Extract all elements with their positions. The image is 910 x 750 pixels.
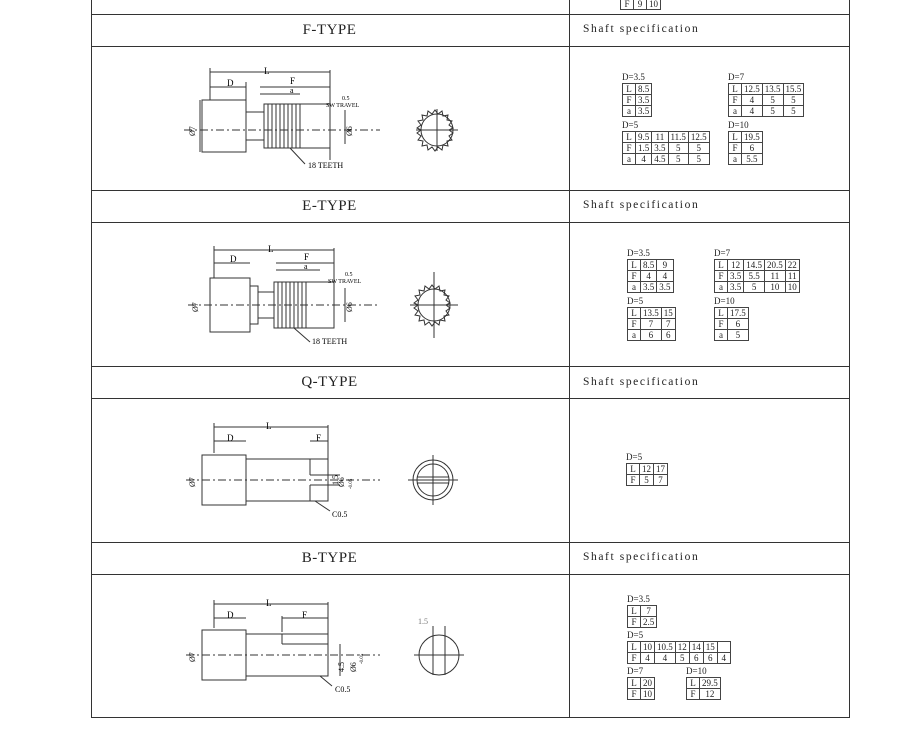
spec-e-d3-5 [627,248,674,293]
spec-cell: 20.5 [765,260,786,271]
spec-cell: L [627,464,640,475]
dim-L-label: L [266,421,272,431]
spec-cell: 12.5 [688,132,709,143]
spec-cell: L [715,260,728,271]
spec-cell: 3.5 [728,271,744,282]
spec-f-d7 [728,72,804,117]
flat-label: 4.5 [337,662,346,672]
section-title-e-type: E-TYPE [302,198,357,214]
spec-cell: a [628,330,641,341]
top-dim-label: 1.5 [418,617,428,626]
spec-cell: 5 [668,154,688,165]
spec-cell: F [687,689,700,700]
spec-cell: 7 [654,475,668,486]
spec-group-label: D=7 [728,72,745,82]
spec-cell: L [623,132,636,143]
spec-cell: 5 [668,143,688,154]
spec-cell: F [627,475,640,486]
dim-F-label: F [290,76,296,86]
spec-cell: 12 [728,260,744,271]
spec-cell: a [623,106,636,117]
spec-cell: 5.5 [744,271,765,282]
spec-cell: 13.5 [641,308,662,319]
row-divider [91,190,850,191]
row-divider [91,366,850,367]
chamfer-label: C0.5 [335,685,351,694]
spec-cell: L [628,642,641,653]
spec-cell: F [715,319,728,330]
spec-e-d5 [627,296,676,341]
spec-cell: a [715,330,728,341]
spec-group-label: D=10 [686,666,707,676]
row-divider [91,14,850,15]
b-type-drawing [180,592,480,702]
spec-cell: 10 [765,282,786,293]
spec-cell: 11 [652,132,668,143]
spec-group-label: D=3.5 [627,594,650,604]
spec-cell: 17 [654,464,668,475]
spec-f-d3-5 [622,72,652,117]
dim-L-label: L [268,244,274,254]
spec-cell: 4 [655,653,676,664]
spec-cell: 6 [728,319,749,330]
spec-cell: 3.5 [652,143,668,154]
row-divider [91,574,850,575]
spec-cell: 10 [641,689,655,700]
spec-b-d10 [686,666,721,700]
spec-cell: L [687,678,700,689]
spec-cell: 5.5 [742,154,763,165]
dia7-label: Ø7 [191,302,200,312]
spec-group-label: D=10 [714,296,735,306]
dia6-label: Ø6 [349,662,358,672]
spec-cell: 29.5 [700,678,721,689]
spec-cell: 10.5 [655,642,676,653]
spec-group-label: D=5 [627,296,644,306]
section-title-b-type: B-TYPE [301,550,358,566]
spec-cell: 15 [703,642,717,653]
spec-group-label: D=3.5 [627,248,650,258]
spec-cell: 12 [640,464,654,475]
travel-label: SW TRAVEL [326,103,360,109]
spec-q-d5 [626,452,668,486]
spec-cell: 5 [640,475,654,486]
spec-group-label: D=3.5 [622,72,645,82]
dim-L-label: L [264,66,270,76]
spec-cell: 4 [657,271,673,282]
spec-cell: F [729,95,742,106]
fragment-cell: 10 [647,0,661,10]
spec-cell: L [628,678,641,689]
spec-b-d7 [627,666,655,700]
spec-cell: 14.5 [744,260,765,271]
spec-cell: 6 [689,653,703,664]
spec-cell: 5 [762,95,783,106]
spec-cell: L [729,132,742,143]
section-title-f-type: F-TYPE [302,22,357,38]
spec-b-d3-5 [627,594,657,628]
spec-cell: 14 [689,642,703,653]
row-divider [91,222,850,223]
spec-e-d10 [714,296,749,341]
tolerance-label: -0.05 [360,653,365,664]
spec-e-d7 [714,248,800,293]
spec-cell: 3.5 [641,282,657,293]
dim-D-label: D [227,610,234,620]
spec-cell: 11 [785,271,799,282]
spec-heading: Shaft specification [583,376,700,388]
spec-cell: 5 [675,653,689,664]
spec-cell: 15 [661,308,675,319]
spec-cell: 7 [661,319,675,330]
spec-cell: 5 [762,106,783,117]
spec-cell: 6 [742,143,763,154]
dim-D-label: D [227,433,234,443]
spec-cell: 7 [641,606,657,617]
spec-cell: L [628,606,641,617]
spec-cell: 5 [783,95,804,106]
spec-cell: 5 [744,282,765,293]
spec-cell: L [623,84,636,95]
spec-cell: 11 [765,271,786,282]
spec-cell: F [628,319,641,330]
spec-cell: 22 [785,260,799,271]
spec-cell: 7 [641,319,662,330]
spec-cell: F [715,271,728,282]
spec-cell: 9 [657,260,673,271]
spec-cell: 12 [700,689,721,700]
spec-cell: L [715,308,728,319]
spec-cell: 12.5 [742,84,763,95]
spec-cell: 10 [785,282,799,293]
spec-cell: 4 [742,95,763,106]
teeth-label: 18 TEETH [312,337,348,346]
spec-cell: 19.5 [742,132,763,143]
spec-cell: 4.5 [652,154,668,165]
previous-spec-fragment [620,0,661,10]
spec-cell: 5 [783,106,804,117]
dia6-label: Ø6 [337,477,346,487]
spec-cell: a [729,106,742,117]
spec-cell: 15.5 [783,84,804,95]
spec-cell: 8.5 [636,84,652,95]
spec-cell: 6 [641,330,662,341]
spec-cell: F [729,143,742,154]
row-divider [91,46,850,47]
spec-group-label: D=5 [622,120,639,130]
spec-cell: F [623,143,636,154]
spec-b-d5 [627,630,731,664]
spec-cell: 11.5 [668,132,688,143]
spec-cell: F [628,653,641,664]
spec-cell: 4 [742,106,763,117]
spec-cell: F [628,617,641,628]
spec-cell: 5 [688,154,709,165]
spec-cell: 17.5 [728,308,749,319]
spec-cell: 5 [688,143,709,154]
fragment-cell: 9 [634,0,647,10]
teeth-label: 18 TEETH [308,161,344,170]
spec-heading: Shaft specification [583,551,700,563]
section-title-q-type: Q-TYPE [301,374,358,390]
spec-heading: Shaft specification [583,23,700,35]
spec-cell: a [628,282,641,293]
spec-cell: 3.5 [728,282,744,293]
spec-cell: a [623,154,636,165]
travel-label: SW TRAVEL [328,279,362,285]
dim-D-label: D [230,254,237,264]
spec-cell: a [715,282,728,293]
spec-cell: F [628,689,641,700]
spec-cell: 9.5 [636,132,652,143]
e-type-drawing [180,238,480,358]
spec-heading: Shaft specification [583,199,700,211]
fragment-cell: F [621,0,634,10]
spec-group-label: D=10 [728,120,749,130]
spec-cell: 3.5 [636,106,652,117]
spec-cell: a [729,154,742,165]
spec-cell: 10 [641,642,655,653]
dia7-label: Ø7 [188,126,197,136]
spec-cell: 2.5 [641,617,657,628]
spec-cell: 4 [641,653,655,664]
dim-F-label: F [302,610,308,620]
dim-F-label: F [316,433,322,443]
spec-cell: 12 [675,642,689,653]
chamfer-label: C0.5 [332,510,348,519]
spec-cell: 13.5 [762,84,783,95]
dia6-label: Ø6 [345,126,354,136]
travel-value: 0.5 [342,96,350,102]
dia7-label: Ø7 [188,652,197,662]
spec-f-d10 [728,120,763,165]
spec-cell: 6 [703,653,717,664]
dim-a-label: a [290,86,294,95]
travel-value: 0.5 [345,272,353,278]
spec-cell: L [729,84,742,95]
dim-F-label: F [304,252,310,262]
spec-cell: 3.5 [657,282,673,293]
tolerance-label: -0.05 [349,478,354,489]
spec-cell: F [623,95,636,106]
dim-L-label: L [266,598,272,608]
spec-cell: L [628,308,641,319]
spec-cell: 3.5 [636,95,652,106]
spec-cell: F [628,271,641,282]
spec-cell: 8.5 [641,260,657,271]
q-type-drawing [180,415,480,530]
spec-group-label: D=7 [714,248,731,258]
spec-group-label: D=5 [627,630,644,640]
spec-cell: 4 [641,271,657,282]
spec-cell: 20 [641,678,655,689]
slot-label: 1.5 [331,475,340,485]
spec-cell: 6 [661,330,675,341]
spec-group-label: D=5 [626,452,643,462]
spec-cell: 1.5 [636,143,652,154]
f-type-drawing [180,60,480,180]
spec-group-label: D=7 [627,666,644,676]
dim-D-label: D [227,78,234,88]
dia7-label: Ø7 [188,477,197,487]
row-divider [91,542,850,543]
spec-cell: 4 [717,653,730,664]
spec-f-d5 [622,120,710,165]
dia6-label: Ø6 [345,302,354,312]
column-divider [569,0,570,718]
row-divider [91,398,850,399]
dim-a-label: a [304,262,308,271]
spec-cell: 5 [728,330,749,341]
spec-cell: L [628,260,641,271]
spec-cell: 4 [636,154,652,165]
